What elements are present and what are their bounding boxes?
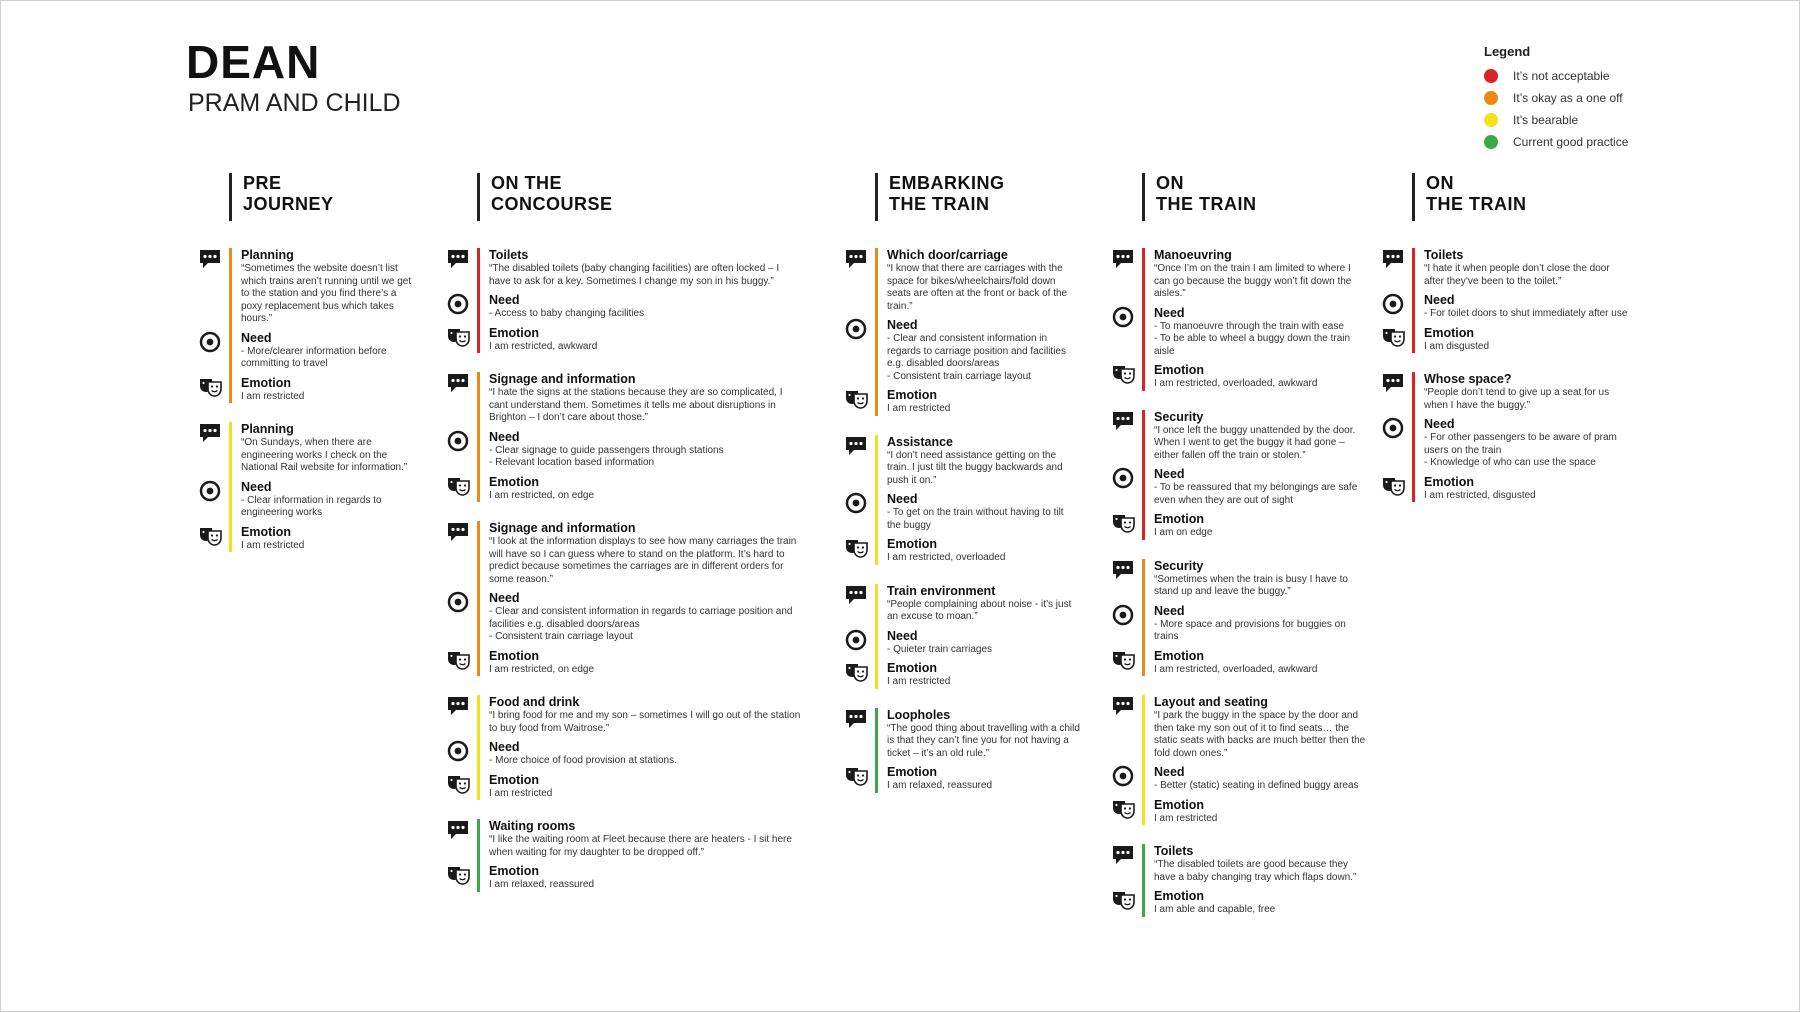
emotion-text: I am disgusted: [1424, 340, 1490, 352]
quote-title: Toilets: [489, 248, 529, 262]
quote-text: “Sometimes when the train is busy I have to stand up and leave the buggy.”: [1154, 573, 1348, 597]
speech-bubble-icon: [199, 422, 221, 444]
need-title: Need: [1154, 305, 1185, 320]
theatre-masks-icon: [1382, 326, 1404, 348]
speech-bubble-icon: [447, 372, 469, 394]
emotion-section: [1112, 889, 1367, 917]
quote-section: [447, 695, 802, 735]
theatre-masks-icon: [447, 475, 469, 497]
quote-title: Which door/carriage: [887, 248, 1008, 262]
quote-title: Whose space?: [1424, 372, 1512, 386]
quote-text: “I hate the signs at the stations because they are so complicated, I cant understand them. Sometimes it tells me about disruptions in Brighton – I don’t care about those.”: [489, 387, 783, 423]
emotion-text: I am restricted: [1154, 812, 1218, 824]
quote-section: [845, 248, 1080, 313]
quote-title: Planning: [241, 422, 294, 436]
stage-header: [477, 173, 802, 221]
need-section: [199, 480, 419, 520]
emotion-text: I am restricted, on edge: [489, 663, 595, 675]
quote-section: [199, 248, 419, 326]
quote-text: “I like the waiting room at Fleet because there are heaters - I sit here when waiting for my daughter to be dropped off.”: [489, 834, 792, 858]
journey-card: [1112, 559, 1367, 677]
emotion-section: [845, 661, 1080, 689]
emotion-title: Emotion: [1154, 889, 1204, 903]
journey-card: [447, 695, 802, 800]
journey-card: [845, 435, 1080, 565]
emotion-title: Emotion: [887, 537, 937, 551]
theatre-masks-icon: [1112, 798, 1134, 820]
quote-title: Waiting rooms: [489, 819, 576, 833]
theatre-masks-icon: [1112, 649, 1134, 671]
target-icon: [199, 480, 221, 502]
theatre-masks-icon: [447, 326, 469, 348]
quote-section: [447, 372, 802, 425]
quote-text: “I hate it when people don’t close the door after they’ve been to the toilet.”: [1424, 263, 1610, 287]
emotion-title: Emotion: [887, 388, 937, 402]
emotion-section: [199, 525, 419, 553]
quote-text: “I look at the information displays to see how many carriages the train will have so I can guess where to stand on the platform. It’s hard to predict because sometimes the carriages are in different orders for some reason.”: [489, 536, 797, 585]
quote-text: “The good thing about travelling with a child is that they can’t fine you for not having a ticket – it’s an old rule.”: [887, 722, 1080, 759]
quote-title: Toilets: [1154, 844, 1194, 858]
legend-label: It’s bearable: [1513, 113, 1579, 127]
theatre-masks-icon: [845, 661, 867, 683]
stage-title: ON THE TRAIN: [1156, 173, 1257, 214]
quote-section: [1382, 372, 1632, 412]
need-section: [1112, 765, 1367, 793]
target-icon: [447, 740, 469, 762]
emotion-section: [447, 773, 802, 801]
target-icon: [199, 331, 221, 353]
target-icon: [1112, 604, 1134, 626]
emotion-section: [1112, 649, 1367, 677]
journey-card: [447, 248, 802, 353]
stage-column: [447, 173, 802, 911]
legend-item: [1484, 87, 1628, 109]
stage-title: EMBARKING THE TRAIN: [889, 173, 1005, 214]
journey-card: [1112, 695, 1367, 825]
target-icon: [845, 629, 867, 651]
theatre-masks-icon: [447, 773, 469, 795]
theatre-masks-icon: [845, 388, 867, 410]
emotion-title: Emotion: [241, 524, 291, 539]
target-icon: [1112, 765, 1134, 787]
need-title: Need: [1424, 293, 1455, 307]
need-section: [1382, 293, 1632, 321]
stage-header: [875, 173, 1080, 221]
quote-section: [1112, 410, 1367, 463]
theatre-masks-icon: [1382, 475, 1404, 497]
need-title: Need: [489, 293, 520, 307]
quote-text: “I know that there are carriages with the space for bikes/wheelchairs/fold down seats are often at the front or back of the train.”: [887, 263, 1068, 312]
theatre-masks-icon: [447, 649, 469, 671]
speech-bubble-icon: [199, 248, 221, 270]
persona-subtitle: PRAM AND CHILD: [188, 89, 401, 117]
emotion-text: I am on edge: [1154, 527, 1213, 538]
need-text: - More space and provisions for buggies on trains: [1154, 618, 1346, 642]
need-title: Need: [1424, 417, 1455, 431]
quote-title: Assistance: [887, 434, 954, 449]
journey-card: [1382, 372, 1632, 502]
journey-card: [199, 248, 419, 403]
need-text: - Clear and consistent information in regards to carriage position and facilities e.g. disabled doors/areas - Consistent train carriage layout: [887, 333, 1066, 382]
quote-text: “I bring food for me and my son – sometimes I will go out of the station to buy food from Waitrose.”: [489, 710, 801, 734]
target-icon: [1112, 467, 1134, 489]
need-text: - To get on the train without having to tilt the buggy: [887, 507, 1064, 531]
emotion-text: I am restricted, disgusted: [1424, 489, 1536, 501]
quote-title: Security: [1154, 558, 1204, 573]
emotion-title: Emotion: [1154, 512, 1204, 526]
emotion-title: Emotion: [489, 474, 539, 489]
need-section: [845, 318, 1080, 383]
persona-name: DEAN: [186, 36, 321, 88]
quote-text: “I once left the buggy unattended by the door. When I went to get the buggy it had gone – either fallen off the train or stolen.”: [1154, 424, 1356, 461]
emotion-text: I am restricted, overloaded, awkward: [1154, 663, 1318, 675]
emotion-title: Emotion: [887, 661, 937, 675]
legend: [1484, 44, 1628, 153]
emotion-section: [1112, 798, 1367, 826]
legend-dot: [1484, 69, 1498, 83]
speech-bubble-icon: [845, 248, 867, 270]
speech-bubble-icon: [845, 435, 867, 457]
speech-bubble-icon: [447, 695, 469, 717]
emotion-text: I am able and capable, free: [1154, 904, 1276, 915]
need-title: Need: [887, 318, 918, 332]
target-icon: [845, 318, 867, 340]
speech-bubble-icon: [1382, 248, 1404, 270]
journey-card: [447, 819, 802, 892]
legend-label: It’s not acceptable: [1513, 69, 1610, 83]
need-title: Need: [1154, 467, 1185, 481]
need-text: - For other passengers to be aware of pram users on the train - Knowledge of who can use the space: [1424, 432, 1617, 468]
need-section: [1112, 604, 1367, 644]
quote-section: [845, 708, 1080, 761]
emotion-title: Emotion: [887, 765, 937, 779]
emotion-title: Emotion: [1154, 797, 1204, 812]
emotion-section: [1382, 475, 1632, 503]
emotion-title: Emotion: [241, 375, 291, 390]
need-section: [1112, 467, 1367, 507]
emotion-title: Emotion: [1154, 648, 1204, 663]
stage-column: [1112, 173, 1367, 936]
quote-text: “The disabled toilets are good because they have a baby changing tray which flaps down.”: [1154, 859, 1357, 883]
quote-title: Train environment: [887, 583, 996, 598]
journey-card: [845, 248, 1080, 416]
target-icon: [1382, 417, 1404, 439]
emotion-title: Emotion: [1424, 474, 1474, 489]
need-text: - Quieter train carriages: [887, 643, 993, 655]
quote-section: [1112, 559, 1367, 599]
emotion-section: [845, 388, 1080, 416]
need-title: Need: [241, 330, 272, 345]
emotion-title: Emotion: [489, 648, 539, 663]
speech-bubble-icon: [447, 248, 469, 270]
emotion-text: I am relaxed, reassured: [887, 780, 993, 791]
speech-bubble-icon: [845, 708, 867, 730]
emotion-section: [447, 326, 802, 354]
speech-bubble-icon: [447, 521, 469, 543]
quote-text: “I park the buggy in the space by the door and then take my son out of it to find seats… the static seats with backs are much better then the fold down ones.”: [1154, 710, 1366, 759]
stage-title: PRE JOURNEY: [243, 173, 334, 214]
emotion-section: [845, 537, 1080, 565]
quote-text: “On Sundays, when there are engineering works I check on the National Rail website for information.”: [241, 437, 408, 473]
journey-card: [845, 584, 1080, 689]
stage-column: [1382, 173, 1632, 521]
emotion-section: [1112, 363, 1367, 391]
theatre-masks-icon: [1112, 889, 1134, 911]
need-text: - Clear and consistent information in regards to carriage position and facilities e.g. disabled doors/areas - Consistent train carriage layout: [489, 606, 793, 642]
speech-bubble-icon: [845, 584, 867, 606]
need-title: Need: [887, 492, 918, 506]
legend-dot: [1484, 91, 1498, 105]
emotion-title: Emotion: [1154, 363, 1204, 377]
emotion-section: [1382, 326, 1632, 354]
need-section: [1112, 306, 1367, 359]
theatre-masks-icon: [447, 864, 469, 886]
quote-section: [1112, 695, 1367, 760]
legend-item: [1484, 131, 1628, 153]
journey-card: [447, 372, 802, 502]
need-title: Need: [241, 479, 272, 494]
need-text: - To manoeuvre through the train with ease - To be able to wheel a buggy down the train aisle: [1154, 320, 1351, 357]
emotion-text: I am restricted, overloaded: [887, 552, 1006, 563]
theatre-masks-icon: [1112, 512, 1134, 534]
quote-title: Signage and information: [489, 372, 636, 386]
emotion-title: Emotion: [1424, 325, 1474, 340]
quote-title: Loopholes: [887, 707, 951, 722]
emotion-section: [447, 475, 802, 503]
need-text: - Clear signage to guide passengers through stations - Relevant location based information: [489, 444, 724, 468]
need-title: Need: [489, 591, 520, 605]
theatre-masks-icon: [199, 525, 221, 547]
quote-section: [447, 819, 802, 859]
quote-section: [447, 248, 802, 288]
target-icon: [447, 591, 469, 613]
need-section: [447, 591, 802, 644]
stage-header: [1142, 173, 1367, 221]
emotion-text: I am restricted, overloaded, awkward: [1154, 378, 1318, 389]
theatre-masks-icon: [845, 765, 867, 787]
speech-bubble-icon: [1112, 695, 1134, 717]
emotion-text: I am restricted: [887, 403, 951, 414]
need-title: Need: [489, 740, 520, 754]
stage-title: ON THE TRAIN: [1426, 173, 1527, 214]
quote-section: [1112, 248, 1367, 301]
emotion-title: Emotion: [489, 325, 539, 340]
quote-section: [845, 435, 1080, 488]
journey-card: [1382, 248, 1632, 353]
emotion-text: I am restricted: [489, 787, 553, 799]
quote-title: Signage and information: [489, 521, 636, 535]
legend-title: Legend: [1484, 44, 1531, 59]
quote-text: “People don’t tend to give up a seat for us when I have the buggy.”: [1424, 387, 1610, 411]
need-section: [447, 740, 802, 768]
theatre-masks-icon: [1112, 363, 1134, 385]
journey-card: [199, 422, 419, 552]
quote-text: “People complaining about noise - it’s just an excuse to moan.”: [887, 598, 1072, 622]
need-section: [447, 430, 802, 470]
need-section: [1382, 417, 1632, 470]
quote-text: “I don’t need assistance getting on the train. I just tilt the buggy backwards and push it on.”: [887, 449, 1063, 486]
emotion-section: [447, 649, 802, 677]
target-icon: [447, 293, 469, 315]
quote-section: [1382, 248, 1632, 288]
need-text: - More/clearer information before committing to travel: [241, 345, 387, 369]
stage-column: [199, 173, 419, 571]
speech-bubble-icon: [1112, 844, 1134, 866]
emotion-section: [845, 765, 1080, 793]
quote-title: Toilets: [1424, 248, 1464, 262]
journey-card: [1112, 410, 1367, 540]
quote-text: “The disabled toilets (baby changing facilities) are often locked – I have to ask for a key. Sometimes I change my son in his buggy.”: [489, 263, 780, 287]
stage-header: [229, 173, 419, 221]
legend-label: It’s okay as a one off: [1513, 91, 1623, 105]
quote-title: Food and drink: [489, 695, 580, 709]
need-title: Need: [1154, 765, 1185, 779]
stage-column: [845, 173, 1080, 812]
emotion-text: I am restricted, awkward: [489, 340, 598, 352]
emotion-text: I am relaxed, reassured: [489, 879, 595, 890]
quote-text: “Sometimes the website doesn’t list which trains aren’t running until we get to the station and you find there’s a poxy replacement bus which takes hours.”: [241, 263, 412, 324]
legend-dot: [1484, 135, 1498, 149]
need-title: Need: [1154, 603, 1185, 618]
quote-title: Planning: [241, 248, 294, 262]
need-section: [845, 492, 1080, 532]
legend-dot: [1484, 113, 1498, 127]
target-icon: [447, 430, 469, 452]
need-text: - Better (static) seating in defined buggy areas: [1154, 780, 1359, 791]
legend-item: [1484, 65, 1628, 87]
quote-title: Layout and seating: [1154, 695, 1268, 709]
need-text: - For toilet doors to shut immediately after use: [1424, 308, 1628, 319]
stage-header: [1412, 173, 1632, 221]
target-icon: [1382, 293, 1404, 315]
stage-title: ON THE CONCOURSE: [491, 173, 613, 214]
quote-title: Security: [1154, 409, 1204, 424]
quote-section: [1112, 844, 1367, 884]
need-section: [199, 331, 419, 371]
need-title: Need: [887, 628, 918, 643]
target-icon: [845, 492, 867, 514]
emotion-text: I am restricted: [241, 539, 305, 551]
journey-card: [845, 708, 1080, 793]
quote-section: [845, 584, 1080, 624]
need-text: - Clear information in regards to engineering works: [241, 494, 382, 518]
journey-card: [1112, 844, 1367, 917]
quote-text: “Once I’m on the train I am limited to where I can go because the buggy won’t fit down the aisles.”: [1154, 263, 1352, 299]
emotion-title: Emotion: [489, 864, 539, 878]
speech-bubble-icon: [1112, 248, 1134, 270]
emotion-text: I am restricted, on edge: [489, 489, 595, 501]
theatre-masks-icon: [199, 376, 221, 398]
need-section: [845, 629, 1080, 657]
need-text: - Access to baby changing facilities: [489, 308, 645, 319]
journey-card: [447, 521, 802, 676]
legend-item: [1484, 109, 1628, 131]
theatre-masks-icon: [845, 537, 867, 559]
speech-bubble-icon: [1112, 410, 1134, 432]
emotion-section: [199, 376, 419, 404]
need-text: - More choice of food provision at stations.: [489, 755, 677, 766]
emotion-section: [447, 864, 802, 892]
journey-card: [1112, 248, 1367, 391]
need-title: Need: [489, 429, 520, 444]
quote-section: [447, 521, 802, 586]
speech-bubble-icon: [1112, 559, 1134, 581]
quote-title: Manoeuvring: [1154, 248, 1232, 262]
quote-section: [199, 422, 419, 475]
need-text: - To be reassured that my belongings are safe even when they are out of sight: [1154, 482, 1358, 506]
emotion-title: Emotion: [489, 772, 539, 787]
speech-bubble-icon: [447, 819, 469, 841]
speech-bubble-icon: [1382, 372, 1404, 394]
legend-label: Current good practice: [1513, 135, 1629, 149]
need-section: [447, 293, 802, 321]
emotion-text: I am restricted: [241, 390, 305, 402]
target-icon: [1112, 306, 1134, 328]
emotion-section: [1112, 512, 1367, 540]
emotion-text: I am restricted: [887, 676, 951, 687]
